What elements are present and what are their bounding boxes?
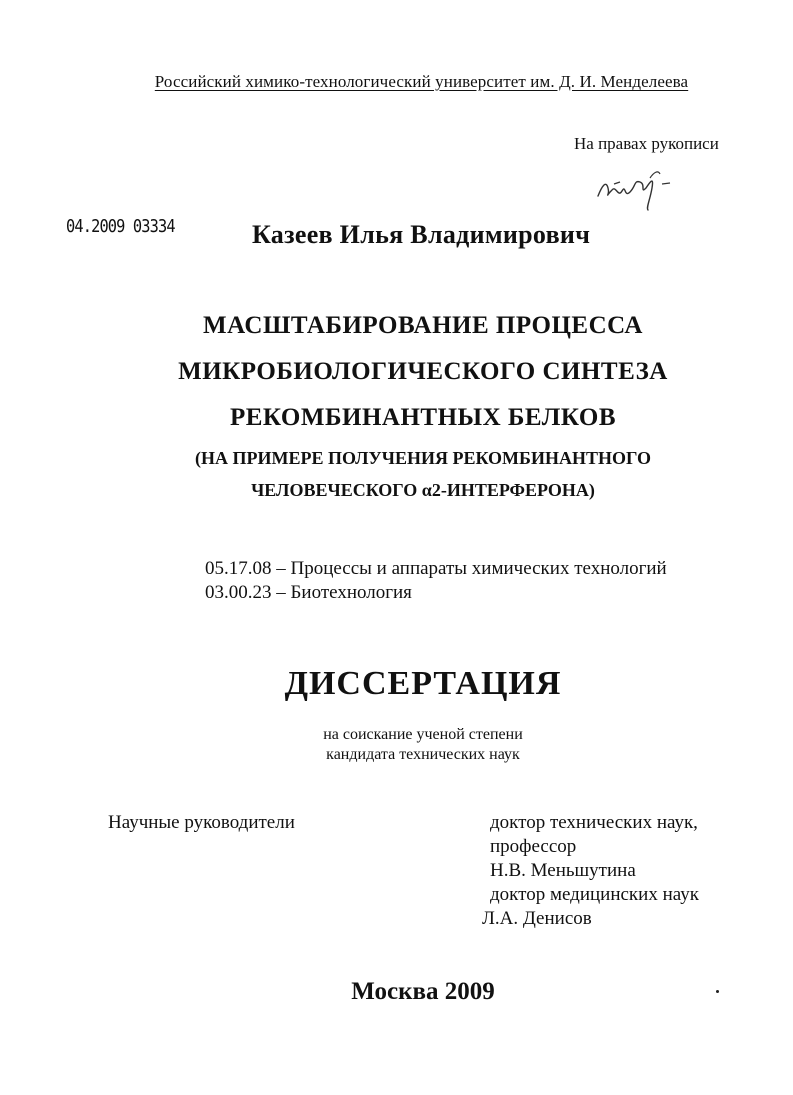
degree-line-1: на соискание ученой степени — [323, 726, 523, 743]
subtitle-line-1: (НА ПРИМЕРЕ ПОЛУЧЕНИЯ РЕКОМБИНАНТНОГО — [195, 448, 651, 468]
registration-number: 04.2009 03334 — [66, 216, 175, 237]
supervisor-line: доктор медицинских наук — [490, 884, 699, 905]
subtitle-line-2: ЧЕЛОВЕЧЕСКОГО α2-ИНТЕРФЕРОНА) — [251, 480, 595, 500]
specialty-2: 03.00.23 – Биотехнология — [205, 582, 412, 603]
manuscript-note: На правах рукописи — [574, 134, 719, 153]
degree-line-2: кандидата технических наук — [326, 746, 520, 763]
supervisor-line: Н.В. Меньшутина — [490, 860, 636, 881]
supervisor-line: профессор — [490, 836, 577, 857]
supervisor-line: доктор технических наук, — [490, 812, 698, 833]
signature-image — [590, 158, 680, 213]
city-year: Москва 2009 — [351, 978, 495, 1005]
supervisor-line: Л.А. Денисов — [482, 908, 592, 929]
title-line-2: МИКРОБИОЛОГИЧЕСКОГО СИНТЕЗА — [178, 358, 668, 385]
author-name: Казеев Илья Владимирович — [252, 220, 591, 249]
title-line-1: МАСШТАБИРОВАНИЕ ПРОЦЕССА — [203, 312, 643, 339]
supervisors-label: Научные руководители — [108, 812, 295, 833]
title-line-3: РЕКОМБИНАНТНЫХ БЕЛКОВ — [229, 404, 616, 431]
university-name — [0, 72, 793, 92]
university-name-text: Российский химико-технологический университет им. Д. И. Менделеева — [154, 72, 689, 91]
specialty-1: 05.17.08 – Процессы и аппараты химических технологий — [205, 558, 667, 579]
scan-dot — [716, 990, 719, 993]
document-type: ДИССЕРТАЦИЯ — [284, 665, 562, 702]
